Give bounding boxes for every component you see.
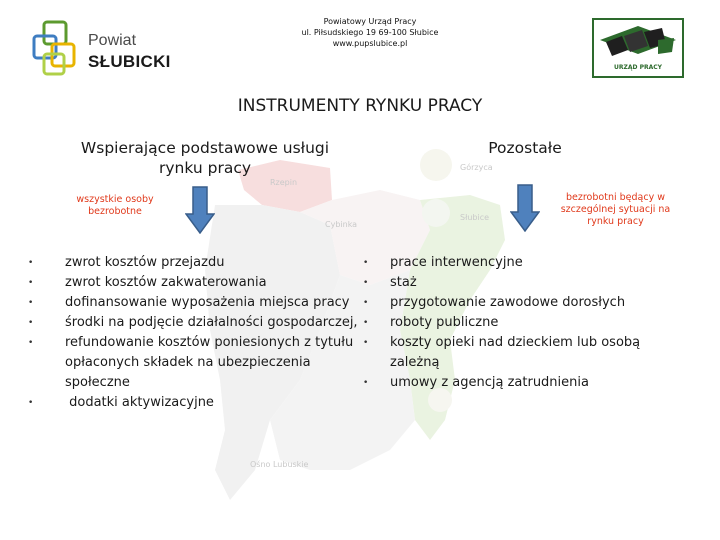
- office-website: www.pupslubice.pl: [332, 39, 408, 48]
- down-arrow-icon: [510, 184, 540, 232]
- bullet-icon: •: [28, 338, 34, 348]
- bullet-icon: •: [363, 278, 369, 288]
- logo-text-slubicki: SŁUBICKI: [88, 52, 171, 71]
- office-address: ul. Piłsudskiego 19 69-100 Słubice: [301, 28, 439, 37]
- map-label-slubice: Słubice: [460, 213, 490, 222]
- list-item: • refundowanie kosztów poniesionych z tytułu opłaconych składek na ubezpieczenia społeczne: [28, 335, 354, 390]
- list-item: • roboty publiczne: [390, 313, 690, 333]
- powiat-slubicki-logo: [30, 18, 180, 80]
- squares-icon: [30, 18, 84, 78]
- list-item: • dodatki aktywizacyjne: [65, 393, 375, 413]
- right-column-subtitle: bezrobotni będący w szczególnej sytuacji na rynku pracy: [560, 192, 671, 227]
- office-info: [250, 16, 490, 49]
- office-name: Powiatowy Urząd Pracy: [323, 17, 417, 26]
- logo-text-powiat: Powiat: [88, 32, 137, 49]
- list-item: • środki na podjęcie działalności gospodarczej,: [65, 313, 375, 333]
- bullet-icon: •: [28, 258, 34, 268]
- right-instruments-list: [363, 253, 690, 393]
- coat-of-arms-2: [422, 199, 450, 227]
- bullet-icon: •: [28, 298, 34, 308]
- bullet-icon: •: [363, 338, 369, 348]
- map-label-gorzyca: Górzyca: [460, 163, 493, 172]
- list-item: • zwrot kosztów zakwaterowania: [65, 273, 375, 293]
- map-label-osno: Ośno Lubuskie: [250, 460, 309, 469]
- list-item: • dofinansowanie wyposażenia miejsca pracy: [65, 293, 375, 313]
- page-title: INSTRUMENTY RYNKU PRACY: [237, 96, 483, 116]
- left-column-subtitle: wszystkie osoby bezrobotne: [76, 194, 154, 217]
- list-item: • umowy z agencją zatrudnienia: [390, 373, 690, 393]
- map-label-rzepin: Rzepin: [270, 178, 298, 187]
- bullet-icon: •: [28, 278, 34, 288]
- bullet-icon: •: [363, 258, 369, 268]
- down-arrow-icon: [185, 186, 215, 234]
- list-item: • przygotowanie zawodowe dorosłych: [390, 293, 690, 313]
- bullet-icon: •: [363, 378, 369, 388]
- bullet-icon: •: [363, 298, 369, 308]
- urzad-pracy-logo: [592, 18, 684, 78]
- list-item: • prace interwencyjne: [390, 253, 690, 273]
- left-column-title: Wspierające podstawowe usługi rynku pracy: [80, 139, 330, 177]
- map-label-cybinka: Cybinka: [325, 220, 358, 229]
- list-item: • zwrot kosztów przejazdu: [65, 253, 375, 273]
- right-column-title: Pozostałe: [488, 139, 562, 157]
- urzad-pracy-caption: URZĄD PRACY: [614, 64, 662, 71]
- bullet-icon: •: [363, 318, 369, 328]
- bullet-icon: •: [28, 398, 34, 408]
- list-item: • koszty opieki nad dzieckiem lub osobą zależną: [363, 335, 641, 370]
- list-item: • staż: [390, 273, 690, 293]
- bullet-icon: •: [28, 318, 34, 328]
- left-instruments-list: [28, 253, 375, 413]
